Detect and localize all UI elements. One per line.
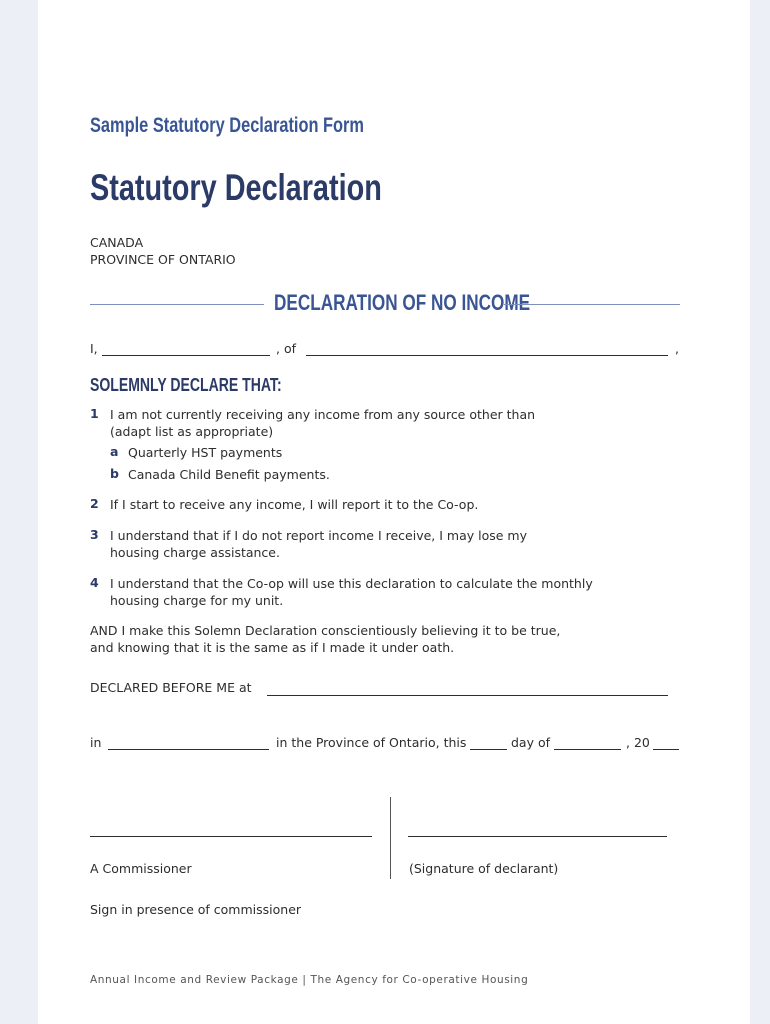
section-heading: DECLARATION OF NO INCOME <box>274 290 531 315</box>
declarant-suffix: , <box>675 341 679 356</box>
sub-item-text: Canada Child Benefit payments. <box>128 467 330 482</box>
item-number: 3 <box>90 527 99 542</box>
declarant-prefix: I, <box>90 341 98 356</box>
closing-text: AND I make this Solemn Declaration conscientiously believing it to be true, <box>90 623 561 638</box>
closing-text: and knowing that it is the same as if I made it under oath. <box>90 640 455 655</box>
signature-divider <box>390 797 391 879</box>
document-page <box>38 0 750 1024</box>
in-label: in <box>90 735 102 750</box>
commissioner-signature-field[interactable] <box>90 836 372 837</box>
declarant-address-field[interactable] <box>306 355 668 356</box>
declarant-name-field[interactable] <box>102 355 270 356</box>
municipality-field[interactable] <box>108 749 269 750</box>
country-label: CANADA <box>90 235 144 250</box>
day-of-label: day of <box>511 735 551 750</box>
commissioner-label: A Commissioner <box>90 861 192 876</box>
heading-rule-right <box>504 304 680 305</box>
item-text: If I start to receive any income, I will report it to the Co-op. <box>110 497 479 512</box>
province-phrase: in the Province of Ontario, this <box>276 735 467 750</box>
item-text: (adapt list as appropriate) <box>110 424 274 439</box>
item-number: 4 <box>90 575 99 590</box>
form-subtitle: Sample Statutory Declaration Form <box>90 114 364 137</box>
page-footer: Annual Income and Review Package | The Agency for Co-operative Housing <box>90 974 529 986</box>
item-text: housing charge assistance. <box>110 545 280 560</box>
year-prefix-label: , 20 <box>626 735 650 750</box>
item-number: 1 <box>90 406 99 421</box>
item-text: I understand that the Co-op will use this declaration to calculate the monthly <box>110 576 593 591</box>
form-title: Statutory Declaration <box>90 167 382 208</box>
sub-item-letter: a <box>110 444 119 459</box>
sub-item-text: Quarterly HST payments <box>128 445 283 460</box>
year-field[interactable] <box>653 749 679 750</box>
item-text: I understand that if I do not report income I receive, I may lose my <box>110 528 527 543</box>
declared-location-field[interactable] <box>267 695 668 696</box>
month-field[interactable] <box>554 749 621 750</box>
declarant-signature-label: (Signature of declarant) <box>409 861 559 876</box>
item-text: housing charge for my unit. <box>110 593 284 608</box>
item-text: I am not currently receiving any income from any source other than <box>110 407 536 422</box>
of-label: , of <box>276 341 296 356</box>
heading-rule-left <box>90 304 264 305</box>
item-number: 2 <box>90 496 99 511</box>
solemnly-heading: SOLEMNLY DECLARE THAT: <box>90 375 282 395</box>
day-field[interactable] <box>470 749 507 750</box>
declared-before-label: DECLARED BEFORE ME at <box>90 680 252 695</box>
sign-note: Sign in presence of commissioner <box>90 902 302 917</box>
declarant-signature-field[interactable] <box>408 836 667 837</box>
sub-item-letter: b <box>110 466 119 481</box>
province-label: PROVINCE OF ONTARIO <box>90 252 236 267</box>
